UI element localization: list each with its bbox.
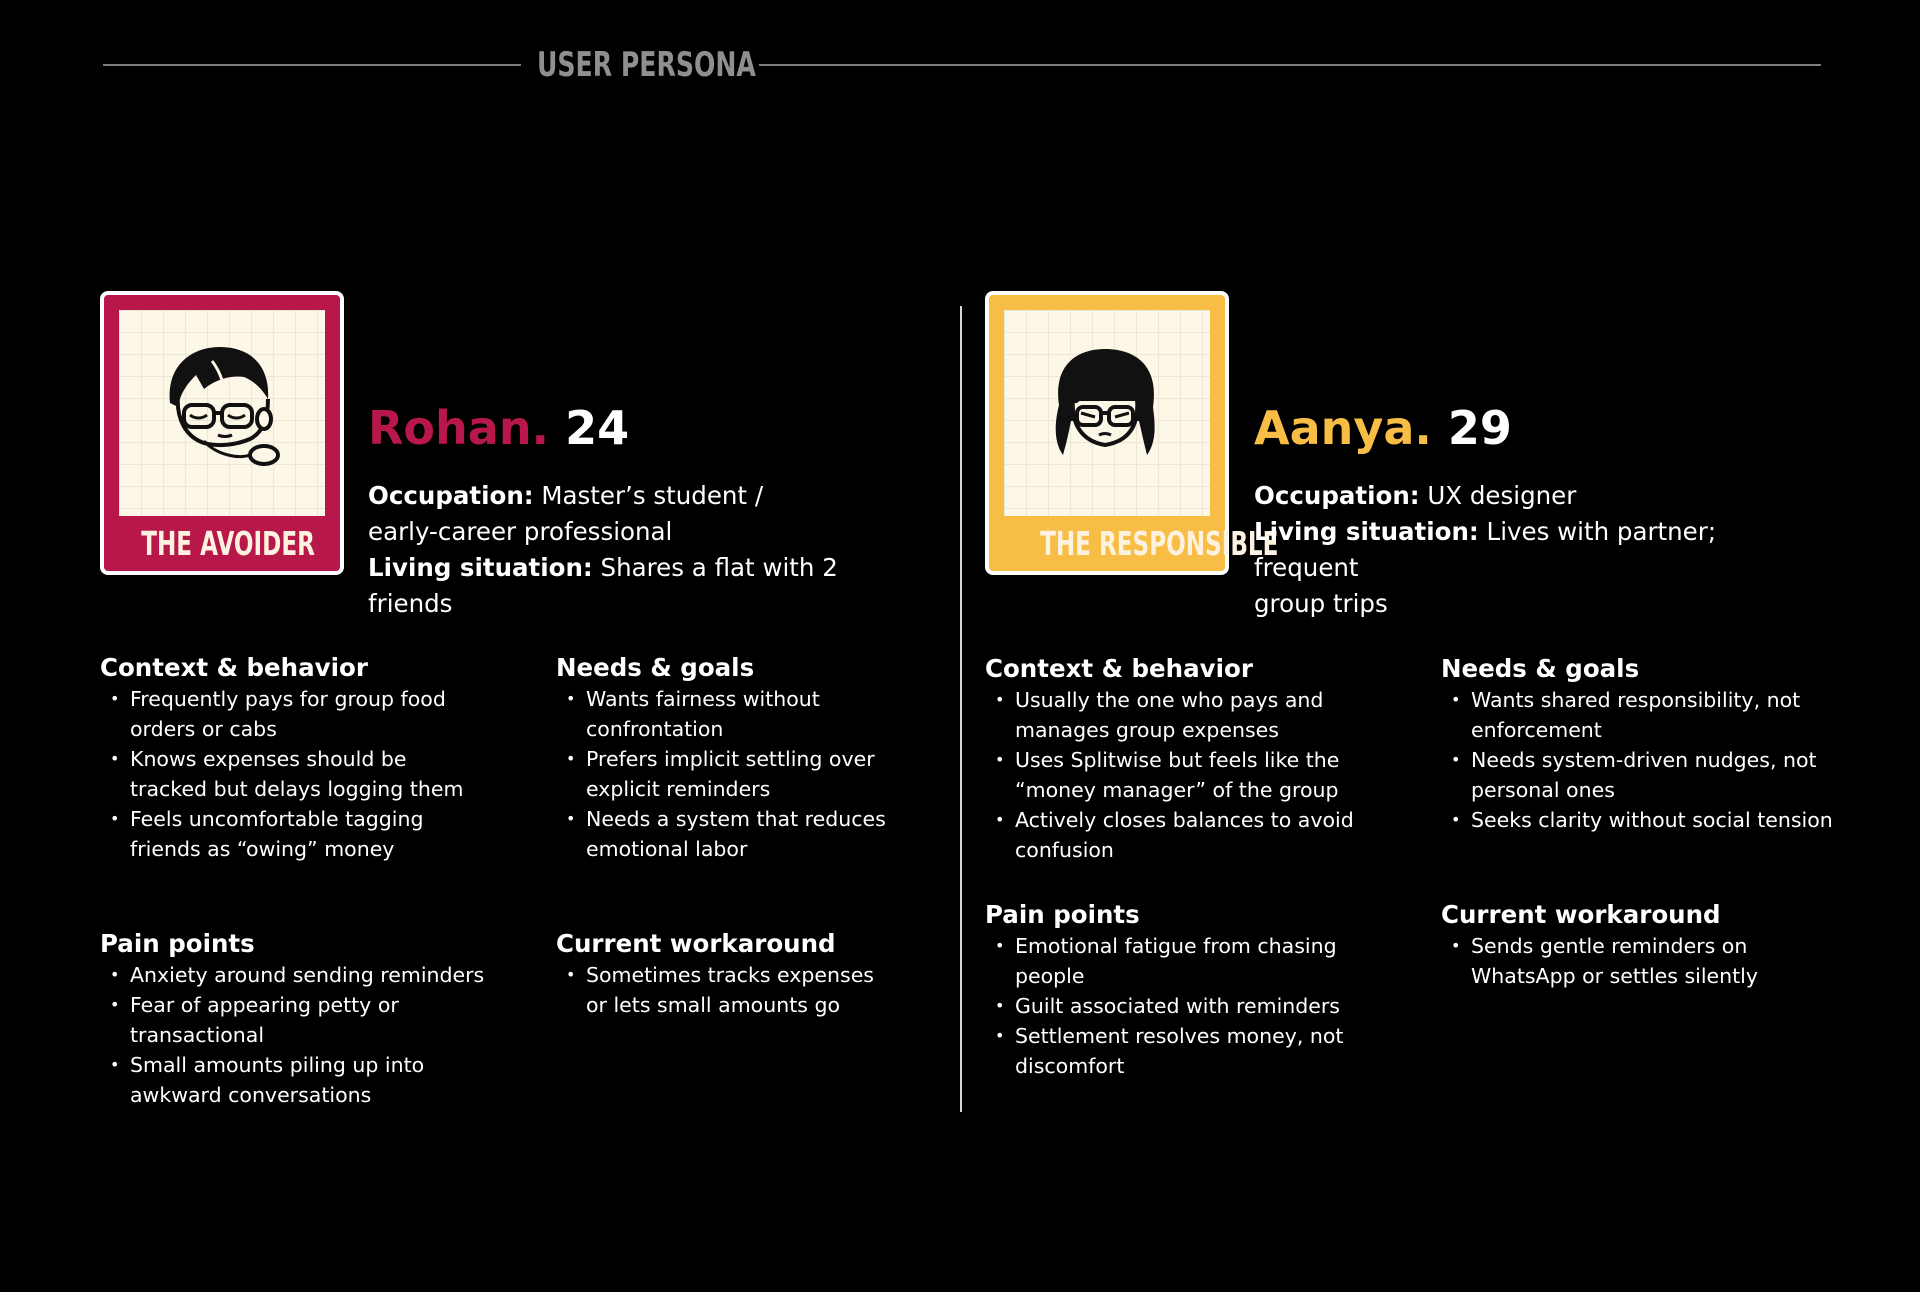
list-item: • Actively closes balances to avoid confusion xyxy=(985,805,1405,865)
persona-card-label: THE AVOIDER xyxy=(141,524,315,563)
list-item: • Feels uncomfortable tagging friends as “owing” money xyxy=(100,804,520,864)
list-item: • Settlement resolves money, not discomfort xyxy=(985,1021,1405,1081)
header-rule-left xyxy=(103,64,521,66)
page-title: USER PERSONA xyxy=(537,45,756,85)
persona-age: 29 xyxy=(1447,401,1512,455)
persona-name xyxy=(1254,398,1512,458)
persona-meta xyxy=(368,478,928,622)
page-header xyxy=(103,38,1821,92)
persona-name xyxy=(368,398,629,458)
list-item: • Small amounts piling up into awkward conversations xyxy=(100,1050,520,1110)
list-item: • Fear of appearing petty or transactional xyxy=(100,990,520,1050)
occupation-value: UX designer xyxy=(1427,481,1577,510)
list-item: • Wants shared responsibility, not enforcement xyxy=(1441,685,1841,745)
section-title: Pain points xyxy=(985,900,1140,929)
persona-card-label: THE RESPONSIBLE xyxy=(1040,524,1279,563)
section-title: Context & behavior xyxy=(100,653,368,682)
list-item: • Needs system-driven nudges, not personal ones xyxy=(1441,745,1841,805)
living-value: Lives with partner; frequent xyxy=(1254,517,1717,582)
list-item: • Anxiety around sending reminders xyxy=(100,960,520,990)
needs-goals-section xyxy=(1441,653,1841,835)
section-title: Context & behavior xyxy=(985,654,1253,683)
occupation-label: Occupation: xyxy=(1254,481,1420,510)
persona-card-avoider xyxy=(100,291,344,575)
living-value-cont: group trips xyxy=(1254,589,1388,618)
context-behavior-section xyxy=(985,653,1405,865)
list-item: • Frequently pays for group food orders or cabs xyxy=(100,684,520,744)
persona-first-name: Rohan. xyxy=(368,401,550,455)
persona-meta xyxy=(1254,478,1814,622)
list-item: • Needs a system that reduces emotional labor xyxy=(556,804,916,864)
list-item: • Seeks clarity without social tension xyxy=(1441,805,1841,835)
occupation-value-cont: early-career professional xyxy=(368,517,673,546)
current-workaround-section xyxy=(1441,899,1841,991)
list-item: • Guilt associated with reminders xyxy=(985,991,1405,1021)
context-behavior-section xyxy=(100,652,520,864)
list-item: • Usually the one who pays and manages group expenses xyxy=(985,685,1405,745)
list-item: • Sends gentle reminders on WhatsApp or settles silently xyxy=(1441,931,1841,991)
living-label: Living situation: xyxy=(1254,517,1479,546)
occupation-label: Occupation: xyxy=(368,481,534,510)
pain-points-section xyxy=(985,899,1405,1081)
section-title: Needs & goals xyxy=(1441,654,1640,683)
pain-points-section xyxy=(100,928,520,1110)
needs-goals-section xyxy=(556,652,916,864)
section-title: Current workaround xyxy=(1441,900,1721,929)
persona-divider xyxy=(960,306,962,1112)
persona-age: 24 xyxy=(565,401,630,455)
list-item: • Uses Splitwise but feels like the “money manager” of the group xyxy=(985,745,1405,805)
persona-first-name: Aanya. xyxy=(1254,401,1432,455)
list-item: • Wants fairness without confrontation xyxy=(556,684,916,744)
living-value: Shares a flat with 2 friends xyxy=(368,553,838,618)
current-workaround-section xyxy=(556,928,916,1020)
persona-card-responsible xyxy=(985,291,1279,575)
list-item: • Emotional fatigue from chasing people xyxy=(985,931,1405,991)
list-item: • Sometimes tracks expenses or lets small amounts go xyxy=(556,960,916,1020)
list-item: • Prefers implicit settling over explicit reminders xyxy=(556,744,916,804)
section-title: Pain points xyxy=(100,929,255,958)
living-label: Living situation: xyxy=(368,553,593,582)
section-title: Needs & goals xyxy=(556,653,755,682)
header-rule-right xyxy=(759,64,1821,66)
section-title: Current workaround xyxy=(556,929,836,958)
occupation-value: Master’s student / xyxy=(541,481,764,510)
list-item: • Knows expenses should be tracked but delays logging them xyxy=(100,744,520,804)
